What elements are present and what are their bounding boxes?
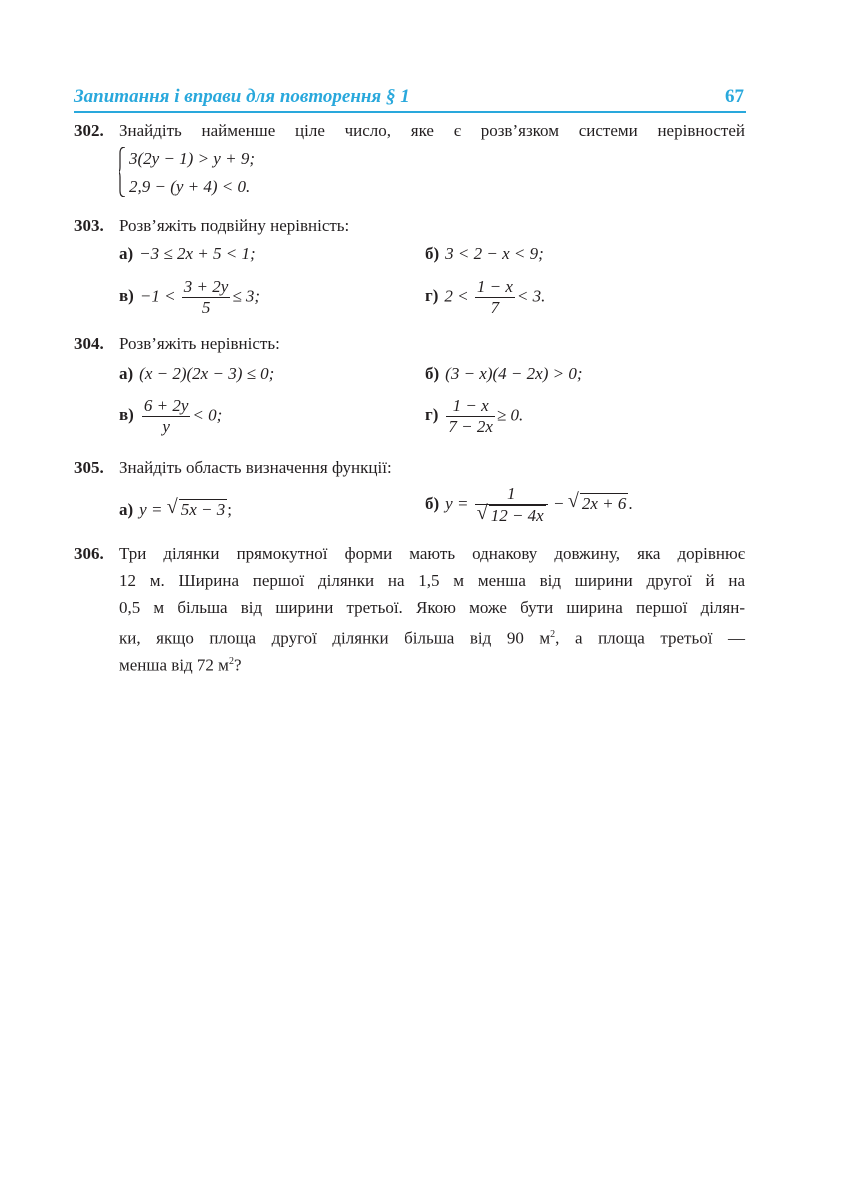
expr-right: < 0;: [192, 405, 223, 425]
item-label: г): [425, 405, 439, 425]
square-root: [166, 496, 228, 520]
expr-left: −1 <: [139, 286, 176, 306]
fraction: [475, 277, 515, 318]
radicand: 12 − 4x: [490, 506, 544, 525]
item-expression: 3 < 2 − x < 9;: [445, 244, 544, 263]
fraction: [446, 396, 495, 437]
item-a: [119, 240, 256, 267]
expr-left: y =: [445, 493, 469, 513]
item-label: а): [119, 244, 134, 263]
numerator: 1 − x: [476, 277, 513, 296]
exercise-number: 306.: [74, 544, 104, 563]
item-label: в): [119, 405, 134, 425]
numerator: 6 + 2y: [143, 396, 189, 415]
text-line-5: [119, 648, 745, 675]
item-label: б): [425, 244, 440, 263]
exercise-text: Знайдіть область визначення функції:: [119, 458, 392, 477]
item-label: б): [425, 364, 440, 383]
numerator: 3 + 2y: [183, 277, 229, 296]
superscript: 2: [228, 656, 234, 667]
item-b: [425, 484, 633, 526]
item-expression: (x − 2)(2x − 3) ≤ 0;: [139, 364, 275, 383]
radicand: 5x − 3: [180, 500, 226, 519]
radicand: 2x + 6: [581, 493, 627, 513]
fraction: [142, 396, 191, 437]
radical-sign: √: [567, 489, 579, 512]
fraction: [182, 277, 231, 318]
exercise-number: 304.: [74, 334, 104, 353]
superscript: 2: [550, 629, 556, 640]
text-line-3: 0,5 м більша від ширини третьої. Якою може бути ширина першої ділян-: [119, 598, 745, 617]
text-line-1: Три ділянки прямокутної форми мають однакову довжину, яка дорівнює: [119, 544, 745, 563]
exercise-304: [74, 330, 746, 455]
square-root: [567, 489, 629, 514]
text-line-2: 12 м. Ширина першої ділянки на 1,5 м менша від ширини другої й на: [119, 571, 745, 590]
header-rule: [74, 111, 746, 113]
item-label: б): [425, 493, 440, 513]
item-label: г): [425, 286, 439, 306]
exercise-303: [74, 212, 746, 332]
item-g: [425, 396, 523, 437]
expr-left: y =: [139, 500, 163, 519]
expr-right: ≥ 0.: [496, 405, 524, 425]
page-number: 67: [725, 86, 744, 107]
text-part: ?: [233, 655, 242, 675]
item-expression: (3 − x)(4 − 2x) > 0;: [445, 364, 583, 383]
expr-right: ;: [227, 500, 232, 519]
text-part: ки, якщо площа другої ділянки більша від 90 м: [119, 628, 551, 648]
item-label: а): [119, 364, 134, 383]
item-v: [119, 396, 222, 437]
exercise-302: [74, 117, 746, 207]
square-root: [476, 502, 546, 526]
expr-right: < 3.: [516, 286, 546, 306]
item-a: [119, 360, 274, 387]
section-title: Запитання і вправи для повторення § 1: [74, 86, 410, 107]
exercise-number: 302.: [74, 121, 104, 140]
denominator: y: [162, 417, 170, 436]
exercise-text: [119, 540, 745, 675]
system-equation-1: 3(2y − 1) > y + 9;: [129, 149, 255, 168]
item-b: [425, 360, 582, 387]
exercise-305: [74, 454, 746, 539]
system-brace: [119, 147, 125, 197]
exercise-text: Розв’яжіть нерівність:: [119, 334, 280, 353]
exercise-text: Розв’яжіть подвійну нерівність:: [119, 216, 350, 235]
item-a: [119, 496, 232, 523]
item-g: [425, 277, 545, 318]
fraction: [475, 484, 548, 526]
denominator: 5: [201, 298, 211, 317]
expr-left: 2 <: [444, 286, 469, 306]
text-part: , а площа третьої —: [555, 628, 745, 648]
radical-sign: √: [166, 496, 178, 518]
numerator: 1: [475, 484, 548, 505]
denominator: [475, 502, 548, 526]
minus-sign: −: [553, 493, 564, 513]
exercise-number: 305.: [74, 458, 104, 477]
numerator: 1 − x: [446, 396, 495, 417]
text-line-4: [119, 621, 745, 648]
inequality-system: [119, 145, 319, 201]
item-v: [119, 277, 260, 318]
radical-sign: √: [476, 502, 488, 524]
expr-right: .: [628, 493, 633, 513]
item-b: [425, 240, 544, 267]
running-header: [74, 86, 746, 112]
exercise-number: 303.: [74, 216, 104, 235]
expr-right: ≤ 3;: [232, 286, 261, 306]
denominator: 7 − 2x: [448, 417, 493, 436]
exercise-text: Знайдіть найменше ціле число, яке є розв’язком системи нерівностей: [119, 121, 745, 140]
text-part: менша від 72 м: [119, 655, 229, 675]
denominator: 7: [490, 298, 500, 317]
item-label: а): [119, 500, 134, 519]
item-label: в): [119, 286, 134, 306]
exercise-306: [74, 540, 746, 680]
system-equation-2: 2,9 − (y + 4) < 0.: [129, 177, 251, 196]
item-expression: −3 ≤ 2x + 5 < 1;: [139, 244, 256, 263]
